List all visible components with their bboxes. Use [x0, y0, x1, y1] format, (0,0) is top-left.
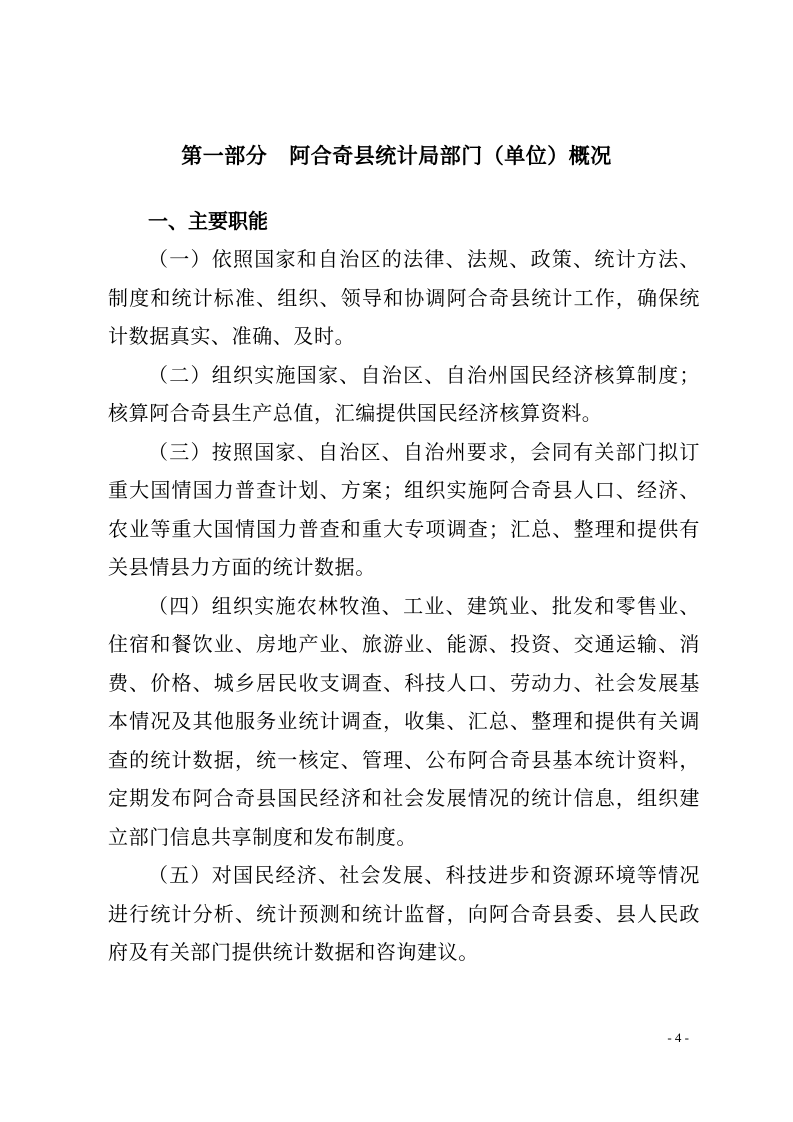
paragraph-5: （五）对国民经济、社会发展、科技进步和资源环境等情况进行统计分析、统计预测和统计监督，向阿合奇县委、县人民政府及有关部门提供统计数据和咨询建议。: [108, 863, 700, 964]
page-title: [0, 140, 793, 170]
section-heading: 一、主要职能: [148, 209, 268, 233]
paragraph-1: （一）依照国家和自治区的法律、法规、政策、统计方法、制度和统计标准、组织、领导和协调阿合奇县统计工作，确保统计数据真实、准确、及时。: [108, 247, 700, 348]
title-part: 第一部分: [181, 144, 268, 168]
paragraph-4: （四）组织实施农林牧渔、工业、建筑业、批发和零售业、住宿和餐饮业、房地产业、旅游业、能源、投资、交通运输、消费、价格、城乡居民收支调查、科技人口、劳动力、社会发展基本情况及其他服务业统计调查，收集、汇总、整理和提供有关调查的统计数据，统一核定、管理、公布阿合奇县基本统计资料，定期发布阿合奇县国民经济和社会发展情况的统计信息，组织建立部门信息共享制度和发布制度。: [108, 593, 700, 849]
paragraph-3: （三）按照国家、自治区、自治州要求，会同有关部门拟订重大国情国力普查计划、方案；组织实施阿合奇县人口、经济、农业等重大国情国力普查和重大专项调查；汇总、整理和提供有关县情县力方面的统计数据。: [108, 439, 700, 579]
document-body: [108, 240, 700, 972]
title-name: 阿合奇县统计局部门（单位）概况: [289, 144, 612, 168]
paragraph-2: （二）组织实施国家、自治区、自治州国民经济核算制度；核算阿合奇县生产总值，汇编提供国民经济核算资料。: [108, 362, 700, 425]
page-number: - 4 -: [667, 1030, 689, 1045]
